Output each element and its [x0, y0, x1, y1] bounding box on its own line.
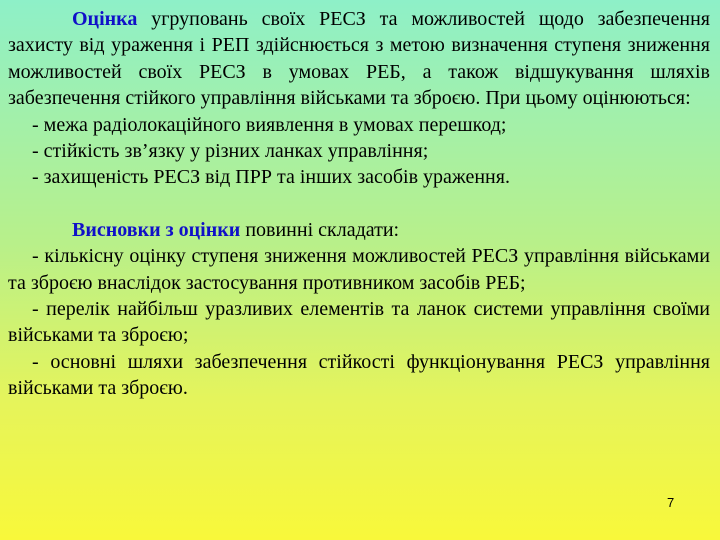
assessment-paragraph — [8, 6, 710, 112]
conclusion-item-stability: - основні шляхи забезпечення стійкості функціонування РЕСЗ управління військами та зброєю. — [8, 350, 710, 400]
conclusion-item-quantitative: - кількісну оцінку ступеня зниження можливостей РЕСЗ управління військами та зброєю внаслідок застосування противником засобів РЕБ; — [8, 245, 710, 294]
conclusions-keyword: Висновки з оцінки — [72, 218, 241, 241]
assessment-item-radar: - межа радіолокаційного виявлення в умовах перешкод; — [32, 113, 507, 136]
assessment-item-protection: - захищеність РЕСЗ від ПРР та інших засобів ураження. — [32, 166, 510, 189]
conclusions-paragraph — [8, 217, 710, 243]
assessment-item-communication: - стійкість зв’язку у різних ланках управління; — [32, 140, 429, 163]
paragraph-spacer — [8, 191, 710, 217]
conclusion-item-vulnerable: - перелік найбільш уразливих елементів та ланок системи управління своїми військами та зброєю; — [8, 298, 710, 347]
page-number: 7 — [667, 495, 675, 510]
slide-body — [8, 6, 710, 402]
assessment-intro-text: угруповань своїх РЕСЗ та можливостей щодо забезпечення захисту від ураження і РЕП здійснюється з метою визначення ступеня зниження можливостей своїх РЕСЗ в умовах РЕБ, а також відшукування шляхів забезпечення стійкого управління військами та зброєю. При цьому оцінюються: — [8, 8, 710, 110]
conclusions-intro-text: повинні складати: — [240, 218, 400, 241]
assessment-keyword: Оцінка — [72, 8, 138, 30]
